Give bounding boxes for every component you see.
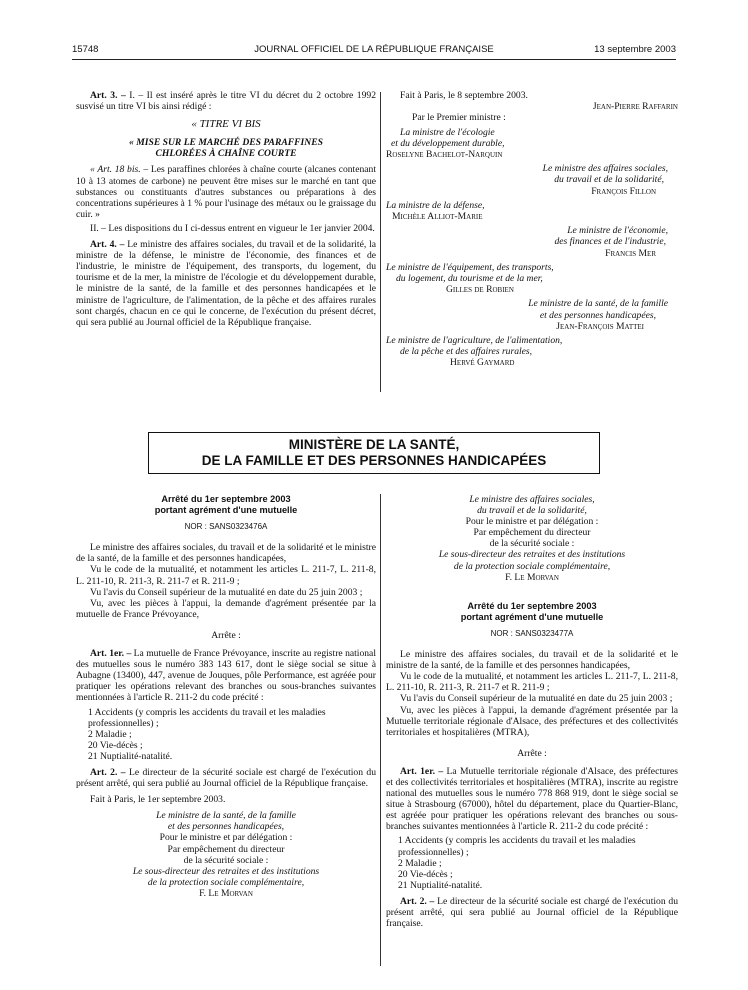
journal-title: JOURNAL OFFICIEL DE LA RÉPUBLIQUE FRANÇAISE — [254, 44, 494, 55]
sig-line: Le sous-directeur des retraites et des institutions — [438, 549, 626, 561]
issue-date: 13 septembre 2003 — [594, 44, 676, 55]
sig-line: de la sécurité sociale : — [183, 854, 269, 866]
sig3-title: La ministre de la défense, — [386, 199, 485, 211]
sig-line: Le ministre des affaires sociales, — [469, 494, 595, 505]
par-premier-ministre: Par le Premier ministre : — [412, 112, 506, 124]
arrete1-branch-list — [76, 707, 376, 762]
column-divider-top — [380, 92, 381, 392]
sig6-name: Jean-François Mattei — [556, 320, 644, 332]
arrete2-branch-list — [386, 835, 678, 890]
arrete-1-column — [76, 494, 376, 899]
arrete1-art1: Art. 1er. – La mutuelle de France Prévoyance, inscrite au registre national des mutuelles sous le numéro 383 143 617, dont le siège social se situe à Aubagne (13400), 447, avenue de Jouques, pôle Performance, est agréée pour pratiquer les opérations relevant des branches ou sous-branches suivantes mentionnées à l'article R. 211-2 du code précité : — [76, 648, 376, 704]
list-item: 2 Maladie ; — [398, 857, 442, 869]
sig-line: de la sécurité sociale : — [489, 538, 575, 550]
decree-articles-column — [76, 90, 376, 328]
ministry-line-2: DE LA FAMILLE ET DES PERSONNES HANDICAPÉES — [201, 453, 547, 468]
arrete2-vu-pieces: Vu, avec les pièces à l'appui, la demande d'agrément présentée par la Mutuelle territoriale régionale d'Alsace, des préfectures et des collectivités territoriales et hospitalières (MTRA), — [386, 704, 678, 738]
art3-paragraph: Art. 3. – I. – Il est inséré après le titre VI du décret du 2 octobre 1992 susvisé un titre VI bis ainsi rédigé : — [76, 90, 376, 113]
page-header — [72, 44, 676, 58]
list-item: 1 Accidents (y compris les accidents du travail et les maladies professionnelles) ; — [398, 835, 636, 858]
sig3-name: Michèle Alliot-Marie — [392, 211, 483, 223]
art3-ii-paragraph: II. – Les dispositions du I ci-dessus entrent en vigueur le 1er janvier 2004. — [90, 222, 375, 234]
sig6-title: Le ministre de la santé, de la famille — [528, 298, 668, 310]
arrete2-vu-code: Vu le code de la mutualité, et notamment les articles L. 211-7, L. 211-8, L. 211-10, R. 211-3, R. 211-7 et R. 211-9 ; — [386, 671, 678, 694]
arrete1-vu-pieces: Vu, avec les pièces à l'appui, la demande d'agrément présentée par la mutuelle de France Prévoyance, — [76, 597, 376, 620]
list-item: 2 Maladie ; — [88, 728, 132, 740]
page-number: 15748 — [72, 44, 99, 55]
titre-subheading-1: « MISE SUR LE MARCHÉ DES PARAFFINES — [129, 137, 323, 149]
sig5-title: Le ministre de l'équipement, des transports, — [386, 261, 554, 273]
arrete1-vu-avis: Vu l'avis du Conseil supérieur de la mutualité en date du 25 juin 2003 ; — [90, 586, 363, 598]
sig7-title: Le ministre de l'agriculture, de l'alimentation, — [386, 335, 563, 347]
arrete1-signature — [76, 810, 376, 899]
decree-signatures-column — [386, 90, 678, 369]
arrete2-art1: Art. 1er. – La Mutuelle territoriale régionale d'Alsace, des préfectures et des collectivités territoriales et hospitalières (MTRA), inscrite au registre national des mutuelles sous le numéro 778 868 919, dont le siège social se situe à Strasbourg (67000), hôtel du département, place du Quartier-Blanc, est agréée pour pratiquer les opérations relevant des branches ou sous-branches suivantes mentionnées à l'article R. 211-2 du code précité : — [386, 765, 678, 833]
sig1-title: La ministre de l'écologie — [400, 126, 495, 138]
sig7-title-2: de la pêche et des affaires rurales, — [400, 346, 533, 358]
sig-line: Pour le ministre et par délégation : — [159, 832, 293, 844]
arrete2-nor: NOR : SANS0323477A — [490, 628, 574, 638]
sig1-title-2: et du développement durable, — [391, 137, 505, 149]
sig5-name: Gilles de Robien — [446, 284, 514, 296]
arrete1-title-1: Arrêté du 1er septembre 2003 — [161, 494, 291, 504]
ministry-line-1: MINISTÈRE DE LA SANTÉ, — [288, 437, 460, 452]
list-item: 20 Vie-décès ; — [398, 868, 453, 880]
arrete2-vu-avis: Vu l'avis du Conseil supérieur de la mutualité en date du 25 juin 2003 ; — [400, 693, 673, 705]
arrete1-vu-code: Vu le code de la mutualité, et notamment les articles L. 211-7, L. 211-8, L. 211-10, R. 211-3, R. 211-7 et R. 211-9 ; — [76, 564, 376, 587]
arrete1-nor: NOR : SANS0323476A — [184, 522, 268, 532]
header-rule — [72, 59, 676, 60]
arrete1-title-2: portant agrément d'une mutuelle — [154, 505, 298, 516]
arrete2-preamble: Le ministre des affaires sociales, du travail et de la solidarité et le ministre de la santé, de la famille et des personnes handicapées, — [386, 649, 678, 672]
list-item: 21 Nuptialité-natalité. — [398, 879, 483, 891]
arrete2-arrete: Arrête : — [517, 747, 547, 759]
arrete1-art2: Art. 2. – Le directeur de la sécurité sociale est chargé de l'exécution du présent arrêté, qui sera publié au Journal officiel de la République française. — [76, 766, 376, 790]
arrete1-preamble: Le ministre des affaires sociales, du travail et de la solidarité et le ministre de la santé, de la famille et des personnes handicapées, — [76, 542, 376, 565]
arrete2-title-1: Arrêté du 1er septembre 2003 — [467, 600, 597, 611]
art18-paragraph: « Art. 18 bis. – Les paraffines chlorées à chaîne courte (alcanes contenant 10 à 13 atomes de carbone) ne peuvent être mises sur le marché en tant que substances ou constituants d'autres substances ou préparations à des concentrations supérieures à 1 % pour l'usinage des métaux ou le graissage du cuir. » — [76, 164, 377, 220]
arrete1-cosignature — [386, 494, 678, 583]
fait-a-paris: Fait à Paris, le 8 septembre 2003. — [400, 90, 528, 101]
titre-subheading-2: CHLORÉES À CHAÎNE COURTE — [155, 148, 297, 160]
sig-line: de la protection sociale complémentaire, — [453, 560, 611, 572]
arrete-2-column — [386, 494, 678, 929]
sig4-name: Francis Mer — [605, 247, 656, 259]
sig-line: de la protection sociale complémentaire, — [147, 876, 305, 888]
sig2-name: François Fillon — [591, 185, 656, 197]
arrete1-fait: Fait à Paris, le 1er septembre 2003. — [90, 794, 226, 806]
list-item: 1 Accidents (y compris les accidents du travail et les maladies professionnelles) ; — [88, 706, 326, 729]
sig-line: Pour le ministre et par délégation : — [465, 516, 599, 528]
art4-paragraph: Art. 4. – Le ministre des affaires sociales, du travail et de la solidarité, la ministre de la défense, le ministre de l'économie, des finances et de l'industrie, le ministre de l'équipement, des transports, du logement, du tourisme et de la mer, la ministre de l'écologie et du développement durable, le ministre de la santé, de la famille et des personnes handicapées et le ministre de l'agriculture, de l'alimentation, de la pêche et des affaires rurales sont chargés, chacun en ce qui le concerne, de l'exécution du présent décret, qui sera publié au Journal officiel de la République française. — [76, 239, 376, 328]
sig4-title-2: des finances et de l'industrie, — [554, 236, 666, 248]
arrete2-title-2: portant agrément d'une mutuelle — [460, 611, 604, 622]
sig-line: Le ministre de la santé, de la famille — [156, 810, 296, 822]
list-item: 20 Vie-décès ; — [88, 739, 143, 751]
sig5-title-2: du logement, du tourisme et de la mer, — [396, 273, 543, 285]
pm-name: Jean-Pierre Raffarin — [592, 101, 678, 113]
column-divider-bottom — [380, 494, 381, 966]
sig6-title-2: et des personnes handicapées, — [539, 309, 656, 321]
signatory-name: F. Le Morvan — [199, 887, 253, 899]
sig4-title: Le ministre de l'économie, — [567, 225, 668, 237]
sig-line: Par empêchement du directeur — [473, 527, 591, 539]
sig1-name: Roselyne Bachelot-Narquin — [386, 149, 503, 161]
sig-line: et des personnes handicapées, — [167, 821, 285, 833]
sig2-title: Le ministre des affaires sociales, — [542, 163, 668, 175]
sig-line: du travail et de la solidarité, — [477, 505, 587, 517]
ministry-heading-box — [148, 432, 600, 474]
titre-heading: « TITRE VI BIS — [191, 118, 261, 131]
arrete1-arrete: Arrête : — [211, 629, 241, 641]
sig2-title-2: du travail et de la solidarité, — [554, 174, 664, 186]
sig7-name: Hervé Gaymard — [450, 357, 515, 369]
arrete2-art2: Art. 2. – Le directeur de la sécurité sociale est chargé de l'exécution du présent arrêté, qui sera publié au Journal officiel de la République française. — [386, 895, 678, 930]
list-item: 21 Nuptialité-natalité. — [88, 750, 173, 762]
signatory-name: F. Le Morvan — [505, 571, 559, 583]
sig-line: Le sous-directeur des retraites et des institutions — [132, 865, 320, 877]
sig-line: Par empêchement du directeur — [167, 843, 285, 855]
